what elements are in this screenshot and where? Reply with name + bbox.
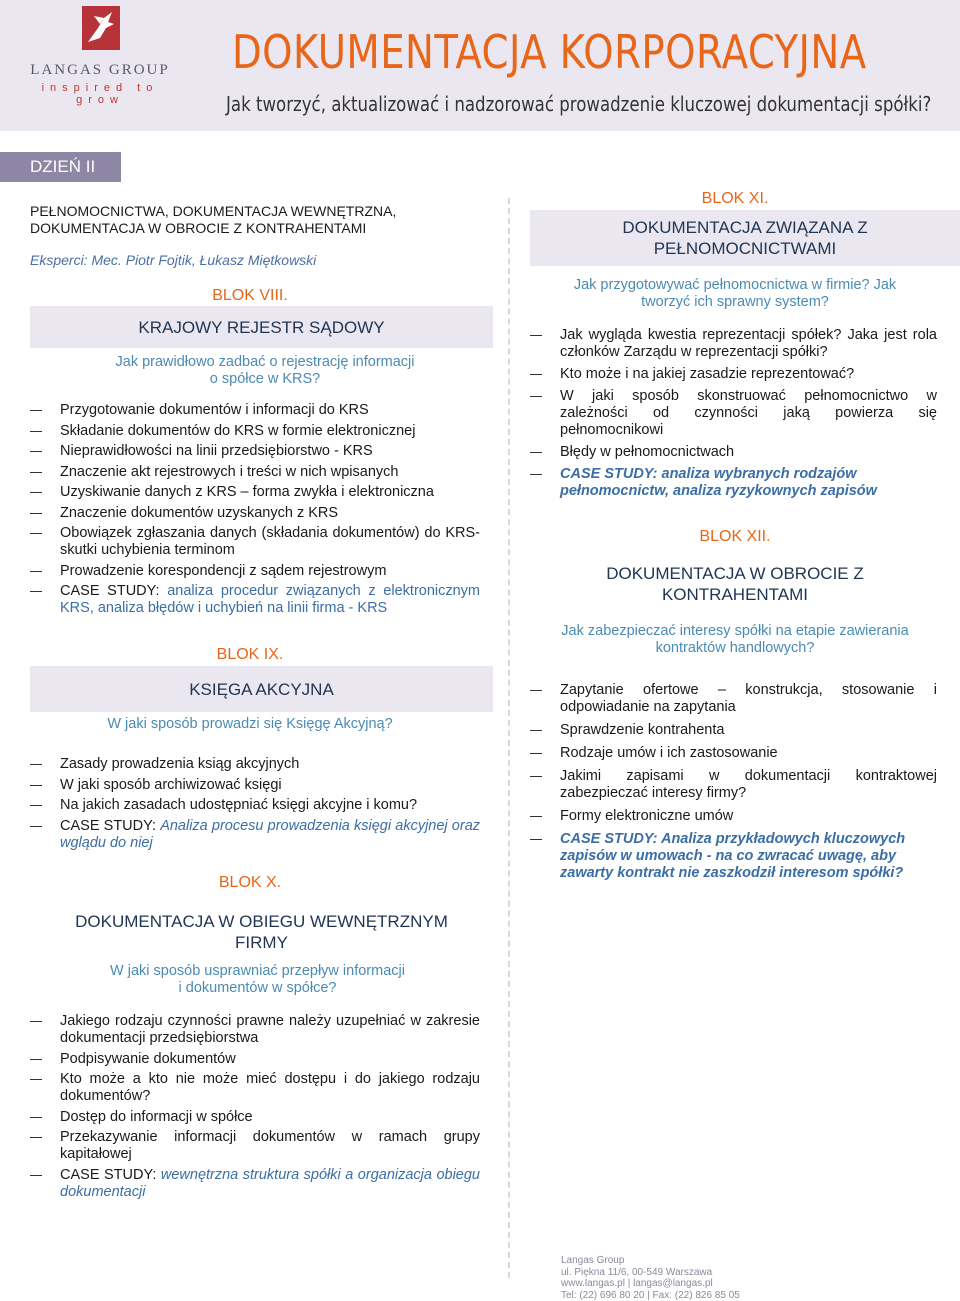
title-line: DOKUMENTACJA W OBIEGU WEWNĘTRZNYM (75, 912, 448, 931)
block-12-label: BLOK XII. (699, 528, 771, 545)
title-line: FIRMY (235, 933, 288, 952)
question-line: Jak przygotowywać pełnomocnictwa w firmie? Jak (573, 277, 897, 293)
block-9-list (30, 756, 480, 855)
block-9-label: BLOK IX. (216, 646, 284, 663)
list-item: Jak wygląda kwestia reprezentacji spółek? Jaka jest rola członków Zarządu w reprezentacji spółki? (530, 327, 937, 361)
title-line: KONTRAHENTAMI (661, 585, 809, 604)
logo-name: LANGAS GROUP (30, 62, 170, 78)
list-item: Zapytanie ofertowe – konstrukcja, stosowanie i odpowiadanie na zapytania (530, 682, 937, 716)
question-line: Jak prawidłowo zadbać o rejestrację informacji (115, 354, 415, 370)
case-study-item: CASE STUDY: analiza wybranych rodzajów pełnomocnictw, analiza ryzykownych zapisów (530, 466, 937, 500)
block-12-title-text (606, 563, 864, 605)
list-item: Przygotowanie dokumentów i informacji do KRS (30, 402, 480, 419)
list-item: W jaki sposób skonstruować pełnomocnictwo w zależności od czynności jaką powierza się pełnomocnikowi (530, 388, 937, 439)
list-item: Zasady prowadzenia ksiąg akcyjnych (30, 756, 480, 773)
block-11-question (530, 277, 940, 311)
question-line: o spółce w KRS? (209, 371, 321, 387)
day-heading-line: PEŁNOMOCNICTWA, DOKUMENTACJA WEWNĘTRZNA, (30, 203, 397, 219)
question-line: i dokumentów w spółce? (178, 980, 337, 996)
logo-tagline: inspired to grow (41, 82, 159, 106)
block-11-list (530, 327, 937, 504)
list-item: Kto może i na jakiej zasadzie reprezentować? (530, 366, 937, 383)
block-8-label: BLOK VIII. (212, 287, 288, 304)
footer-web-mail: www.langas.pl | langas@langas.pl (561, 1278, 713, 1289)
footer-contact (561, 1255, 740, 1301)
list-item: Jakiego rodzaju czynności prawne należy uzupełniać w zakresie dokumentacji przedsiębiorstwa (30, 1013, 480, 1047)
block-9-title (30, 666, 493, 712)
block-10-list (30, 1013, 480, 1204)
case-study-item (30, 818, 480, 852)
block-12-title (530, 560, 940, 608)
case-study-item (30, 583, 480, 617)
block-9-title-text: KSIĘGA AKCYJNA (189, 679, 334, 699)
list-item: Prowadzenie korespondencji z sądem rejestrowym (30, 563, 480, 580)
experts-line: Eksperci: Mec. Piotr Fojtik, Łukasz Miętkowski (30, 252, 317, 268)
title-line: PEŁNOMOCNICTWAMI (653, 239, 837, 258)
page-subtitle: Jak tworzyć, aktualizować i nadzorować prowadzenie kluczowej dokumentacji spółki? (226, 92, 932, 116)
block-12-question (520, 623, 950, 657)
company-logo (30, 4, 170, 106)
title-line: DOKUMENTACJA ZWIĄZANA Z (622, 218, 868, 237)
block-11-label: BLOK XI. (701, 190, 769, 207)
list-item: Dostęp do informacji w spółce (30, 1109, 480, 1126)
list-item: Formy elektroniczne umów (530, 808, 937, 825)
list-item: Błędy w pełnomocnictwach (530, 444, 937, 461)
hummingbird-logo-icon (78, 4, 124, 54)
list-item: Podpisywanie dokumentów (30, 1051, 480, 1068)
list-item: Na jakich zasadach udostępniać księgi akcyjne i komu? (30, 797, 480, 814)
block-8-question (30, 354, 500, 388)
column-divider (508, 198, 510, 1278)
case-study-text: wewnętrzna struktura spółki a organizacja obiegu dokumentacji (60, 1166, 480, 1200)
case-study-text: analiza procedur związanych z elektronicznym KRS, analiza błędów i uchybień na linii firma - KRS (60, 583, 481, 616)
block-10-question (30, 963, 485, 997)
block-10-label: BLOK X. (218, 874, 282, 891)
question-line: kontraktów handlowych? (655, 640, 815, 656)
title-line: DOKUMENTACJA W OBROCIE Z (606, 564, 864, 583)
case-study-item (30, 1167, 480, 1201)
list-item: Znaczenie dokumentów uzyskanych z KRS (30, 505, 480, 522)
case-study-prefix: CASE STUDY: (60, 583, 160, 599)
case-study-prefix: CASE STUDY: (60, 817, 157, 834)
list-item: Rodzaje umów i ich zastosowanie (530, 745, 937, 762)
block-8-title (30, 306, 493, 348)
case-study-text: Analiza procesu prowadzenia księgi akcyjnej oraz wglądu do niej (60, 817, 481, 851)
case-study-item: CASE STUDY: Analiza przykładowych kluczowych zapisów w umowach - na co zwracać uwagę, aby zawarty kontrakt nie zaszkodził interesom spółki? (530, 831, 937, 882)
page-title: DOKUMENTACJA KORPORACYJNA (232, 25, 867, 79)
question-line: W jaki sposób usprawniać przepływ informacji (110, 963, 405, 979)
footer-address: ul. Piękna 11/6, 00-549 Warszawa (561, 1266, 713, 1278)
block-9-question: W jaki sposób prowadzi się Księgę Akcyjną? (107, 716, 393, 732)
block-12-list (530, 682, 937, 886)
list-item: W jaki sposób archiwizować księgi (30, 777, 480, 794)
footer-company: Langas Group (561, 1255, 625, 1266)
block-10-title (30, 907, 493, 957)
list-item: Kto może a kto nie może mieć dostępu i do jakiego rodzaju dokumentów? (30, 1071, 480, 1105)
list-item: Nieprawidłowości na linii przedsiębiorstwo - KRS (30, 443, 480, 460)
day-heading (30, 203, 470, 237)
block-11-title-text (622, 217, 867, 259)
day-heading-line: DOKUMENTACJA W OBROCIE Z KONTRAHENTAMI (30, 220, 367, 236)
list-item: Przekazywanie informacji dokumentów w ramach grupy kapitałowej (30, 1129, 480, 1163)
list-item: Znaczenie akt rejestrowych i treści w nich wpisanych (30, 464, 480, 481)
day-badge: DZIEŃ II (0, 152, 121, 182)
question-line: Jak zabezpieczać interesy spółki na etapie zawierania (561, 623, 909, 639)
block-8-title-text: KRAJOWY REJESTR SĄDOWY (138, 317, 385, 337)
block-8-list (30, 402, 480, 621)
case-study-prefix: CASE STUDY: (60, 1166, 157, 1183)
question-line: tworzyć ich sprawny system? (641, 294, 829, 310)
list-item: Sprawdzenie kontrahenta (530, 722, 937, 739)
list-item: Obowiązek zgłaszania danych (składania dokumentów) do KRS-skutki uchybienia terminom (30, 525, 480, 559)
list-item: Składanie dokumentów do KRS w formie elektronicznej (30, 423, 480, 440)
list-item: Uzyskiwanie danych z KRS – forma zwykła i elektroniczna (30, 484, 480, 501)
block-11-title (530, 210, 960, 266)
block-10-title-text (75, 911, 448, 953)
list-item: Jakimi zapisami w dokumentacji kontraktowej zabezpieczać interesy firmy? (530, 768, 937, 802)
header-band (0, 0, 960, 131)
footer-phone: Tel: (22) 696 80 20 | Fax: (22) 826 85 05 (561, 1289, 740, 1301)
